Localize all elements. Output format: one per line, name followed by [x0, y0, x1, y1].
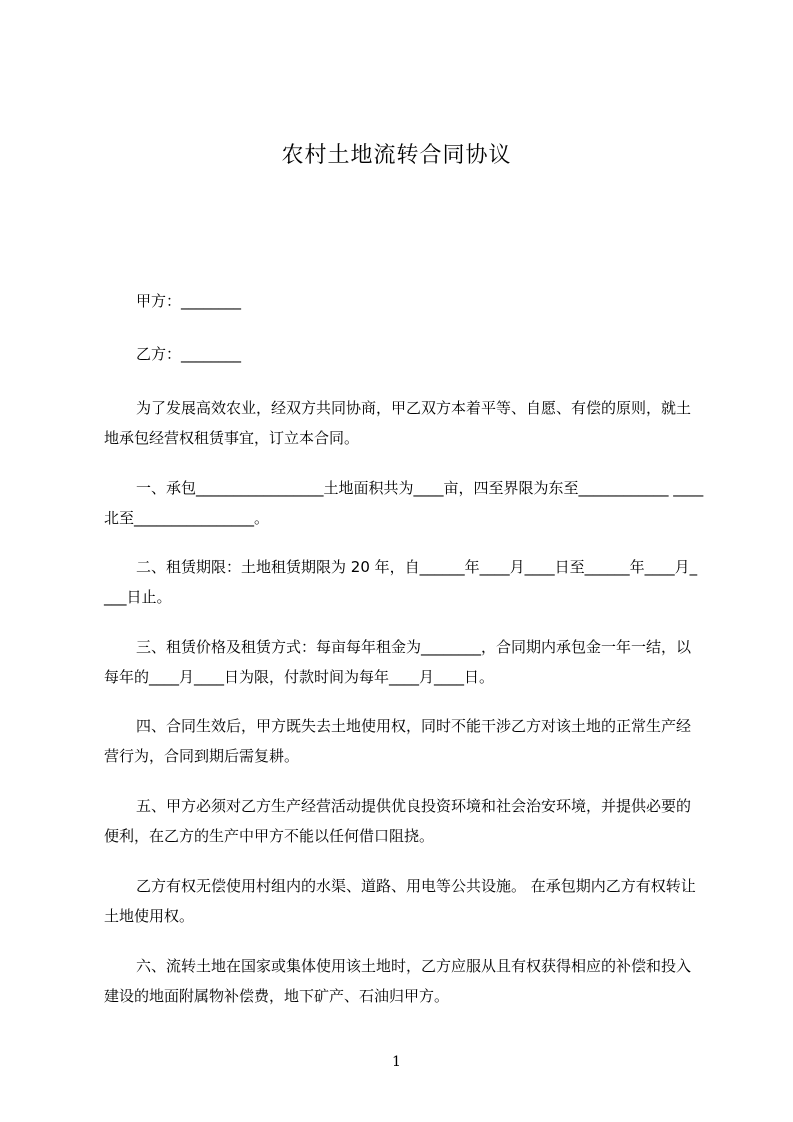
- clause-3-paragraph: 三、租赁价格及租赁方式：每亩每年租金为________，合同期内承包金一年一结，以每年的____月____日为限，付款时间为每年____月____日。: [104, 638, 692, 686]
- intro-paragraph: 为了发展高效农业，经双方共同协商，甲乙双方本着平等、自愿、有偿的原则，就土地承包经营权租赁事宜，订立本合同。: [104, 399, 692, 447]
- document-title: 农村土地流转合同协议: [281, 143, 512, 168]
- clause-5-supplement-paragraph: 乙方有权无偿使用村组内的水渠、道路、用电等公共设施。 在承包期内乙方有权转让土地使用权。: [104, 877, 696, 925]
- clause-1-paragraph: 一、承包_________________土地面积共为____亩，四至界限为东至____________ ____北至________________。: [104, 479, 704, 527]
- page-number: 1: [392, 1054, 401, 1070]
- clause-5-paragraph: 五、甲方必须对乙方生产经营活动提供优良投资环境和社会治安环境，并提供必要的便利，在乙方的生产中甲方不能以任何借口阻挠。: [104, 797, 692, 845]
- clause-4-paragraph: 四、合同生效后，甲方既失去土地使用权，同时不能干涉乙方对该土地的正常生产经营行为，合同到期后需复耕。: [104, 717, 692, 765]
- clause-2-paragraph: 二、租赁期限：土地租赁期限为 20 年，自______年____月____日至______年____月____日止。: [104, 558, 698, 606]
- party-a-line: 甲方：________: [136, 292, 242, 310]
- clause-6-paragraph: 六、流转土地在国家或集体使用该土地时，乙方应服从且有权获得相应的补偿和投入建设的地面附属物补偿费，地下矿产、石油归甲方。: [104, 957, 692, 1005]
- party-b-line: 乙方：________: [136, 345, 242, 363]
